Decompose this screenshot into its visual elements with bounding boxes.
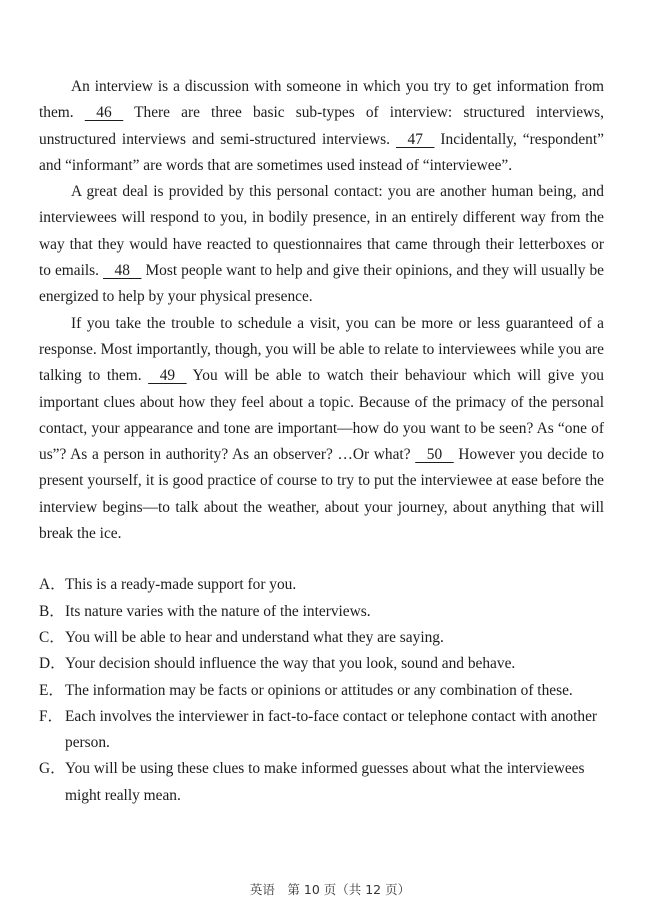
text-run: There are three basic sub-types of interview: structured interviews, unstructured interviews and semi-structured interviews. bbox=[39, 104, 604, 148]
text-run: You will be able to watch their behaviour which will give you important clues about how they feel about a topic. Because of the primacy of the personal contact, your appearance and tone are important—how do you want to be seen? As “one of us”? As a person in authority? As an observer? …Or what? bbox=[39, 367, 604, 464]
text-run: Incidentally, “respondent” and “informant” are words that are sometimes used instead of “interviewee”. bbox=[39, 130, 604, 174]
option-f bbox=[39, 704, 604, 757]
option-b bbox=[39, 599, 604, 625]
text-run: An interview is a discussion with someone in which you try to get information from them. bbox=[39, 78, 604, 122]
option-a bbox=[39, 572, 604, 598]
option-letter: C． bbox=[39, 628, 65, 646]
option-letter: B． bbox=[39, 602, 65, 620]
option-text: You will be able to hear and understand what they are saying. bbox=[65, 628, 444, 646]
option-d bbox=[39, 651, 604, 677]
option-letter: G． bbox=[39, 760, 66, 778]
text-run: If you take the trouble to schedule a visit, you can be more or less guaranteed of a response. Most importantly, though, you will be able to relate to interviewees while you are talking to them. bbox=[39, 314, 604, 385]
option-letter: D． bbox=[39, 655, 66, 673]
paragraph-2 bbox=[39, 179, 604, 310]
option-text: The information may be facts or opinions or attitudes or any combination of these. bbox=[65, 681, 573, 699]
option-c bbox=[39, 625, 604, 651]
reading-passage bbox=[39, 74, 604, 809]
blank-47: 47 bbox=[395, 130, 435, 148]
option-text: This is a ready-made support for you. bbox=[65, 576, 297, 594]
blank-46: 46 bbox=[84, 104, 124, 122]
option-text: Its nature varies with the nature of the interviews. bbox=[65, 602, 371, 620]
option-text: Each involves the interviewer in fact-to-face contact or telephone contact with another person. bbox=[65, 707, 598, 752]
text-run: However you decide to present yourself, it is good practice of course to try to put the interviewee at ease before the interview begins—to talk about the weather, about your journey, about anything that will break the ice. bbox=[39, 446, 604, 543]
answer-options bbox=[39, 572, 604, 809]
blank-49: 49 bbox=[148, 367, 187, 385]
option-text: Your decision should influence the way that you look, sound and behave. bbox=[65, 655, 516, 673]
option-e bbox=[39, 678, 604, 704]
option-letter: E． bbox=[39, 681, 64, 699]
option-letter: A． bbox=[39, 576, 66, 594]
text-run: A great deal is provided by this personal contact: you are another human being, and interviewees will respond to you, in bodily presence, in an entirely different way from the way that they would have reacted to questionnaires that came through their letterboxes or to emails. bbox=[39, 183, 604, 280]
option-letter: F． bbox=[39, 707, 63, 725]
blank-50: 50 bbox=[415, 446, 454, 464]
option-g bbox=[39, 756, 604, 809]
paragraph-3 bbox=[39, 311, 604, 548]
option-text: You will be using these clues to make informed guesses about what the interviewees might really mean. bbox=[65, 760, 585, 804]
blank-48: 48 bbox=[103, 262, 142, 280]
text-run: Most people want to help and give their opinions, and they will usually be energized to help by your physical presence. bbox=[39, 262, 604, 306]
page-footer: 英语 第 10 页（共 12 页） bbox=[249, 882, 411, 897]
paragraph-1 bbox=[39, 74, 604, 179]
